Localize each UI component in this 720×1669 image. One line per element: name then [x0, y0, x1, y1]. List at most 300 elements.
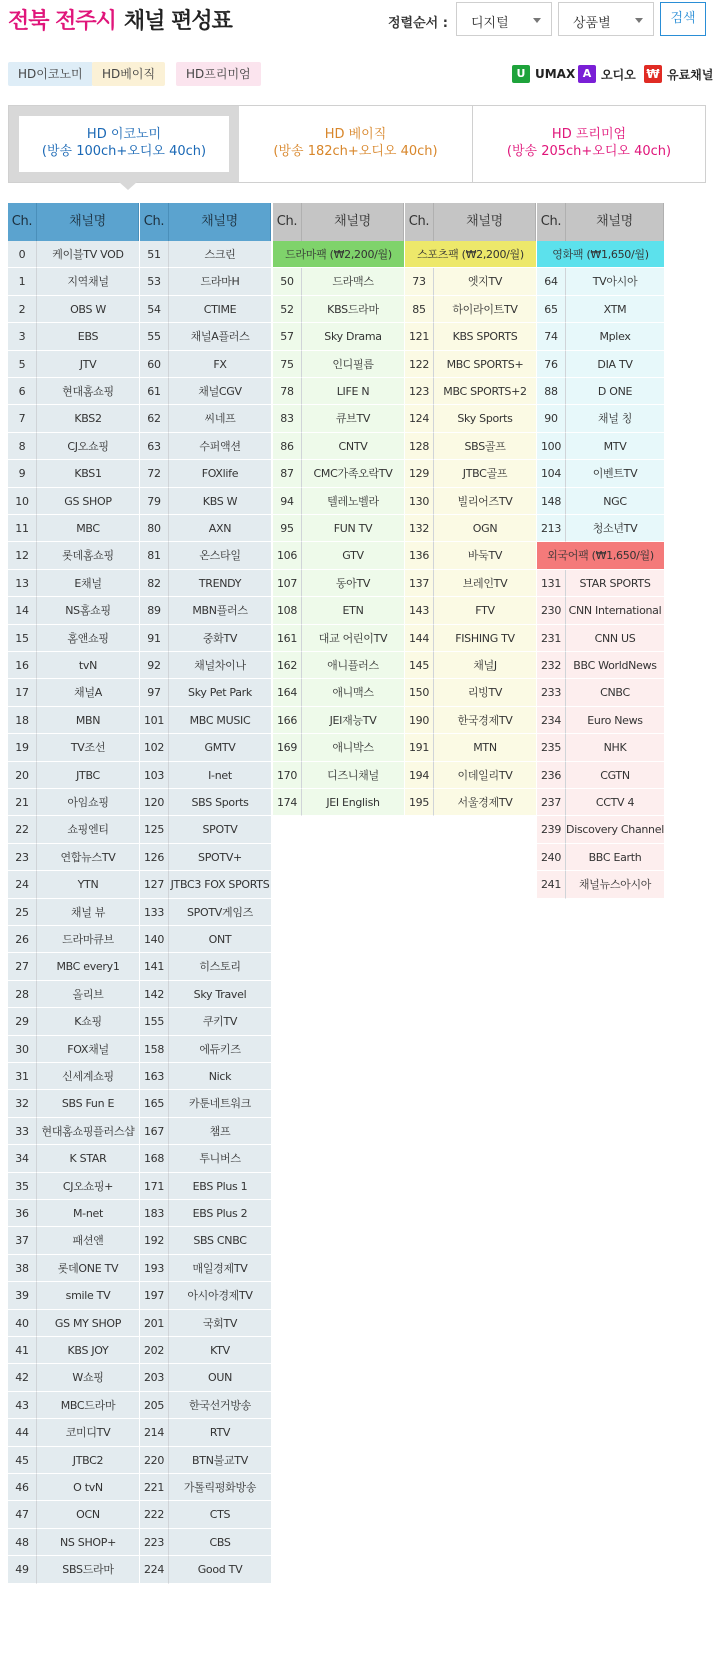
channel-name: 채널A플러스	[169, 323, 271, 350]
channel-name: CJ오쇼핑	[37, 433, 139, 460]
channel-name: AXN	[169, 515, 271, 542]
channel-name: SBS골프	[434, 433, 536, 460]
channel-name: O tvN	[37, 1474, 139, 1501]
channel-name: 이벤트TV	[566, 460, 664, 487]
channel-name: Discovery Channel	[566, 816, 664, 843]
channel-name: MBC SPORTS+2	[434, 378, 536, 405]
channel-number: 123	[405, 378, 434, 405]
channel-number: 121	[405, 323, 434, 350]
channel-name: NS SHOP+	[37, 1529, 139, 1556]
channel-number: 2	[8, 296, 37, 323]
channel-number: 61	[140, 378, 169, 405]
channel-name: 채널J	[434, 652, 536, 679]
channel-number: 37	[8, 1227, 37, 1254]
column-header-ch: Ch.	[273, 203, 302, 241]
column-header-ch: Ch.	[405, 203, 434, 241]
channel-number: 17	[8, 679, 37, 706]
channel-number: 133	[140, 899, 169, 926]
channel-name: 온스타일	[169, 542, 271, 569]
channel-number: 22	[8, 816, 37, 843]
tab-hd-premium-name: HD 프리미엄	[551, 127, 627, 142]
channel-number: 11	[8, 515, 37, 542]
channel-number: 72	[140, 460, 169, 487]
channel-number: 214	[140, 1419, 169, 1446]
channel-name: 채널A	[37, 679, 139, 706]
channel-number: 168	[140, 1145, 169, 1172]
channel-number: 45	[8, 1447, 37, 1474]
channel-name: KBS드라마	[302, 296, 404, 323]
channel-name: 현대홈쇼핑플러스샵	[37, 1118, 139, 1145]
channel-name: OUN	[169, 1364, 271, 1391]
channel-number: 241	[537, 871, 566, 898]
channel-number: 235	[537, 734, 566, 761]
channel-name: MTN	[434, 734, 536, 761]
channel-number: 104	[537, 460, 566, 487]
channel-number: 90	[537, 405, 566, 432]
channel-number: 49	[8, 1556, 37, 1583]
channel-name: 드라마H	[169, 268, 271, 295]
channel-number: 106	[273, 542, 302, 569]
channel-number: 167	[140, 1118, 169, 1145]
channel-number: 31	[8, 1063, 37, 1090]
channel-number: 91	[140, 625, 169, 652]
tab-hd-premium-desc: (방송 205ch+오디오 40ch)	[506, 144, 672, 159]
channel-name: 채널 칭	[566, 405, 664, 432]
channel-number: 27	[8, 953, 37, 980]
channel-name: M-net	[37, 1200, 139, 1227]
channel-number: 103	[140, 762, 169, 789]
column-header-name: 채널명	[37, 203, 139, 241]
tab-hd-economy-name: HD 이코노미	[86, 127, 162, 142]
tab-hd-basic-desc: (방송 182ch+오디오 40ch)	[273, 144, 438, 159]
channel-name: ONT	[169, 926, 271, 953]
package-header: 드라마팩 (₩2,200/월)	[273, 241, 404, 268]
channel-name: JTV	[37, 351, 139, 378]
channel-number: 129	[405, 460, 434, 487]
channel-name: smile TV	[37, 1282, 139, 1309]
channel-name: MBC every1	[37, 953, 139, 980]
channel-number: 127	[140, 871, 169, 898]
channel-number: 14	[8, 597, 37, 624]
channel-name: CNBC	[566, 679, 664, 706]
channel-name: MBC드라마	[37, 1392, 139, 1419]
channel-number: 86	[273, 433, 302, 460]
channel-number: 136	[405, 542, 434, 569]
channel-name: 채널차이나	[169, 652, 271, 679]
channel-name: RTV	[169, 1419, 271, 1446]
channel-name: NS홈쇼핑	[37, 597, 139, 624]
channel-name: 카툰네트워크	[169, 1090, 271, 1117]
channel-name: 올리브	[37, 981, 139, 1008]
channel-name: GS MY SHOP	[37, 1310, 139, 1337]
channel-number: 38	[8, 1255, 37, 1282]
channel-name: TV아시아	[566, 268, 664, 295]
channel-number: 48	[8, 1529, 37, 1556]
channel-name: CCTV 4	[566, 789, 664, 816]
channel-name: 애니맥스	[302, 679, 404, 706]
channel-name: 아임쇼핑	[37, 789, 139, 816]
channel-number: 194	[405, 762, 434, 789]
channel-number: 100	[537, 433, 566, 460]
channel-name: EBS	[37, 323, 139, 350]
channel-name: CJ오쇼핑+	[37, 1173, 139, 1200]
channel-number: 54	[140, 296, 169, 323]
channel-number: 75	[273, 351, 302, 378]
channel-number: 169	[273, 734, 302, 761]
column-header-name: 채널명	[434, 203, 536, 241]
channel-name: LIFE N	[302, 378, 404, 405]
channel-number: 88	[537, 378, 566, 405]
channel-name: 국회TV	[169, 1310, 271, 1337]
channel-name: MBC	[37, 515, 139, 542]
channel-name: BBC WorldNews	[566, 652, 664, 679]
channel-number: 8	[8, 433, 37, 460]
channel-number: 50	[273, 268, 302, 295]
channel-number: 205	[140, 1392, 169, 1419]
channel-name: BTN불교TV	[169, 1447, 271, 1474]
channel-number: 1	[8, 268, 37, 295]
channel-number: 63	[140, 433, 169, 460]
channel-number: 32	[8, 1090, 37, 1117]
channel-number: 222	[140, 1501, 169, 1528]
channel-name: GTV	[302, 542, 404, 569]
channel-name: GS SHOP	[37, 488, 139, 515]
channel-number: 107	[273, 570, 302, 597]
channel-number: 79	[140, 488, 169, 515]
channel-number: 165	[140, 1090, 169, 1117]
channel-number: 120	[140, 789, 169, 816]
umax-icon: U	[512, 65, 530, 83]
channel-number: 240	[537, 844, 566, 871]
channel-number: 24	[8, 871, 37, 898]
channel-number: 144	[405, 625, 434, 652]
channel-name: 청소년TV	[566, 515, 664, 542]
channel-name: SPOTV	[169, 816, 271, 843]
channel-name: 애니플러스	[302, 652, 404, 679]
channel-name: Euro News	[566, 707, 664, 734]
channel-name: 채널 뷰	[37, 899, 139, 926]
channel-number: 78	[273, 378, 302, 405]
channel-name: SBS Fun E	[37, 1090, 139, 1117]
channel-name: OGN	[434, 515, 536, 542]
broadcast-type-value: 디지털	[471, 16, 509, 31]
channel-number: 6	[8, 378, 37, 405]
channel-number: 223	[140, 1529, 169, 1556]
channel-number: 16	[8, 652, 37, 679]
channel-name: CTS	[169, 1501, 271, 1528]
channel-number: 164	[273, 679, 302, 706]
channel-number: 43	[8, 1392, 37, 1419]
channel-name: NGC	[566, 488, 664, 515]
tab-hd-basic-name: HD 베이직	[324, 127, 387, 142]
channel-name: 챔프	[169, 1118, 271, 1145]
channel-name: ETN	[302, 597, 404, 624]
legend-premium: HD프리미엄	[176, 62, 261, 86]
package-header: 영화팩 (₩1,650/월)	[537, 241, 664, 268]
column-header-ch: Ch.	[8, 203, 37, 241]
channel-number: 60	[140, 351, 169, 378]
channel-name: 케이블TV VOD	[37, 241, 139, 268]
channel-number: 0	[8, 241, 37, 268]
channel-name: MBC MUSIC	[169, 707, 271, 734]
channel-name: NHK	[566, 734, 664, 761]
channel-number: 94	[273, 488, 302, 515]
channel-name: 디즈니채널	[302, 762, 404, 789]
channel-number: 213	[537, 515, 566, 542]
sort-label: 정렬순서 :	[388, 16, 448, 31]
channel-number: 166	[273, 707, 302, 734]
channel-number: 12	[8, 542, 37, 569]
channel-number: 101	[140, 707, 169, 734]
channel-number: 30	[8, 1036, 37, 1063]
channel-name: E채널	[37, 570, 139, 597]
channel-name: FX	[169, 351, 271, 378]
channel-number: 190	[405, 707, 434, 734]
channel-name: 지역채널	[37, 268, 139, 295]
channel-name: FOXlife	[169, 460, 271, 487]
search-button[interactable]: 검색	[660, 2, 706, 36]
channel-number: 191	[405, 734, 434, 761]
channel-name: FOX채널	[37, 1036, 139, 1063]
channel-number: 23	[8, 844, 37, 871]
channel-name: 투니버스	[169, 1145, 271, 1172]
channel-name: 텔레노벨라	[302, 488, 404, 515]
channel-number: 140	[140, 926, 169, 953]
channel-number: 85	[405, 296, 434, 323]
channel-number: 47	[8, 1501, 37, 1528]
channel-number: 3	[8, 323, 37, 350]
channel-number: 33	[8, 1118, 37, 1145]
chevron-down-icon	[533, 18, 541, 23]
channel-name: 쇼핑엔티	[37, 816, 139, 843]
channel-number: 126	[140, 844, 169, 871]
channel-number: 125	[140, 816, 169, 843]
channel-number: 41	[8, 1337, 37, 1364]
channel-number: 87	[273, 460, 302, 487]
channel-number: 148	[537, 488, 566, 515]
channel-number: 131	[537, 570, 566, 597]
channel-name: MTV	[566, 433, 664, 460]
channel-number: 7	[8, 405, 37, 432]
channel-number: 174	[273, 789, 302, 816]
channel-name: 채널뉴스아시아	[566, 871, 664, 898]
channel-name: 하이라이트TV	[434, 296, 536, 323]
channel-number: 95	[273, 515, 302, 542]
channel-number: 122	[405, 351, 434, 378]
channel-number: 44	[8, 1419, 37, 1446]
channel-number: 42	[8, 1364, 37, 1391]
package-header: 외국어팩 (₩1,650/월)	[537, 542, 664, 569]
channel-number: 52	[273, 296, 302, 323]
channel-name: Sky Drama	[302, 323, 404, 350]
channel-name: YTN	[37, 871, 139, 898]
channel-name: JTBC	[37, 762, 139, 789]
channel-number: 74	[537, 323, 566, 350]
legend-basic: HD베이직	[92, 62, 165, 86]
channel-name: JTBC골프	[434, 460, 536, 487]
channel-number: 203	[140, 1364, 169, 1391]
channel-name: tvN	[37, 652, 139, 679]
channel-number: 236	[537, 762, 566, 789]
channel-name: 중화TV	[169, 625, 271, 652]
umax-label: UMAX	[535, 67, 576, 81]
channel-number: 82	[140, 570, 169, 597]
channel-number: 108	[273, 597, 302, 624]
tab-hd-premium[interactable]	[473, 106, 705, 182]
chevron-down-icon	[635, 18, 643, 23]
channel-name: 에듀키즈	[169, 1036, 271, 1063]
channel-number: 40	[8, 1310, 37, 1337]
channel-number: 197	[140, 1282, 169, 1309]
channel-number: 15	[8, 625, 37, 652]
channel-number: 132	[405, 515, 434, 542]
channel-name: 인디필름	[302, 351, 404, 378]
channel-number: 19	[8, 734, 37, 761]
channel-name: OBS W	[37, 296, 139, 323]
channel-number: 130	[405, 488, 434, 515]
channel-name: Nick	[169, 1063, 271, 1090]
channel-name: 씨네프	[169, 405, 271, 432]
channel-number: 13	[8, 570, 37, 597]
channel-number: 171	[140, 1173, 169, 1200]
channel-name: OCN	[37, 1501, 139, 1528]
channel-name: KBS2	[37, 405, 139, 432]
channel-name: CBS	[169, 1529, 271, 1556]
legend-umax	[512, 64, 575, 84]
channel-number: 158	[140, 1036, 169, 1063]
channel-name: SBS CNBC	[169, 1227, 271, 1254]
region-title: 전북 전주시	[8, 9, 116, 34]
column-header-name: 채널명	[169, 203, 271, 241]
channel-name: 쿠키TV	[169, 1008, 271, 1035]
channel-name: D ONE	[566, 378, 664, 405]
channel-name: 채널CGV	[169, 378, 271, 405]
channel-name: 한국선거방송	[169, 1392, 271, 1419]
channel-number: 234	[537, 707, 566, 734]
channel-name: SBS Sports	[169, 789, 271, 816]
channel-name: 드라마큐브	[37, 926, 139, 953]
channel-name: JEI재능TV	[302, 707, 404, 734]
channel-name: EBS Plus 2	[169, 1200, 271, 1227]
channel-number: 73	[405, 268, 434, 295]
channel-number: 10	[8, 488, 37, 515]
channel-name: KTV	[169, 1337, 271, 1364]
channel-number: 137	[405, 570, 434, 597]
channel-number: 202	[140, 1337, 169, 1364]
channel-name: K쇼핑	[37, 1008, 139, 1035]
channel-number: 233	[537, 679, 566, 706]
legend-economy: HD이코노미	[8, 62, 93, 86]
channel-name: BBC Earth	[566, 844, 664, 871]
channel-name: CNN International	[566, 597, 664, 624]
channel-name: SPOTV게임즈	[169, 899, 271, 926]
product-select[interactable]	[558, 2, 654, 36]
channel-number: 92	[140, 652, 169, 679]
channel-name: 히스토리	[169, 953, 271, 980]
channel-name: 패션앤	[37, 1227, 139, 1254]
channel-name: Sky Pet Park	[169, 679, 271, 706]
channel-name: CMC가족오락TV	[302, 460, 404, 487]
channel-name: 한국경제TV	[434, 707, 536, 734]
channel-number: 221	[140, 1474, 169, 1501]
channel-name: EBS Plus 1	[169, 1173, 271, 1200]
channel-number: 29	[8, 1008, 37, 1035]
channel-number: 124	[405, 405, 434, 432]
audio-icon: A	[578, 65, 596, 83]
channel-number: 36	[8, 1200, 37, 1227]
channel-name: 바둑TV	[434, 542, 536, 569]
column-header-name: 채널명	[302, 203, 404, 241]
channel-name: 브레인TV	[434, 570, 536, 597]
channel-name: JEI English	[302, 789, 404, 816]
channel-name: KBS W	[169, 488, 271, 515]
broadcast-type-select[interactable]	[456, 2, 552, 36]
channel-name: MBC SPORTS+	[434, 351, 536, 378]
column-header-ch: Ch.	[537, 203, 566, 241]
channel-number: 145	[405, 652, 434, 679]
channel-name: SBS드라마	[37, 1556, 139, 1583]
channel-number: 220	[140, 1447, 169, 1474]
audio-label: 오디오	[601, 67, 636, 82]
tab-hd-economy[interactable]	[9, 106, 239, 182]
product-tabs	[8, 105, 706, 183]
channel-number: 51	[140, 241, 169, 268]
channel-name: Mplex	[566, 323, 664, 350]
channel-number: 239	[537, 816, 566, 843]
channel-name: Sky Sports	[434, 405, 536, 432]
channel-name: I-net	[169, 762, 271, 789]
channel-name: 리빙TV	[434, 679, 536, 706]
channel-name: TV조선	[37, 734, 139, 761]
channel-name: 연합뉴스TV	[37, 844, 139, 871]
channel-number: 21	[8, 789, 37, 816]
channel-number: 39	[8, 1282, 37, 1309]
channel-number: 193	[140, 1255, 169, 1282]
channel-name: W쇼핑	[37, 1364, 139, 1391]
channel-number: 57	[273, 323, 302, 350]
channel-number: 28	[8, 981, 37, 1008]
channel-number: 141	[140, 953, 169, 980]
channel-name: 애니박스	[302, 734, 404, 761]
channel-number: 35	[8, 1173, 37, 1200]
legend-pay	[644, 64, 713, 84]
channel-name: CNTV	[302, 433, 404, 460]
channel-name: 엣지TV	[434, 268, 536, 295]
channel-number: 76	[537, 351, 566, 378]
tab-hd-economy-inner	[19, 116, 229, 172]
channel-number: 224	[140, 1556, 169, 1583]
channel-name: XTM	[566, 296, 664, 323]
channel-number: 55	[140, 323, 169, 350]
channel-name: FUN TV	[302, 515, 404, 542]
channel-number: 232	[537, 652, 566, 679]
channel-name: JTBC3 FOX SPORTS	[169, 871, 271, 898]
channel-name: 롯데ONE TV	[37, 1255, 139, 1282]
tab-hd-basic[interactable]	[239, 106, 473, 182]
channel-number: 5	[8, 351, 37, 378]
channel-name: 신세계쇼핑	[37, 1063, 139, 1090]
channel-number: 83	[273, 405, 302, 432]
channel-number: 143	[405, 597, 434, 624]
channel-number: 34	[8, 1145, 37, 1172]
column-header-ch: Ch.	[140, 203, 169, 241]
channel-name: 코미디TV	[37, 1419, 139, 1446]
channel-name: CGTN	[566, 762, 664, 789]
channel-number: 26	[8, 926, 37, 953]
channel-name: KBS SPORTS	[434, 323, 536, 350]
channel-name: JTBC2	[37, 1447, 139, 1474]
channel-number: 9	[8, 460, 37, 487]
